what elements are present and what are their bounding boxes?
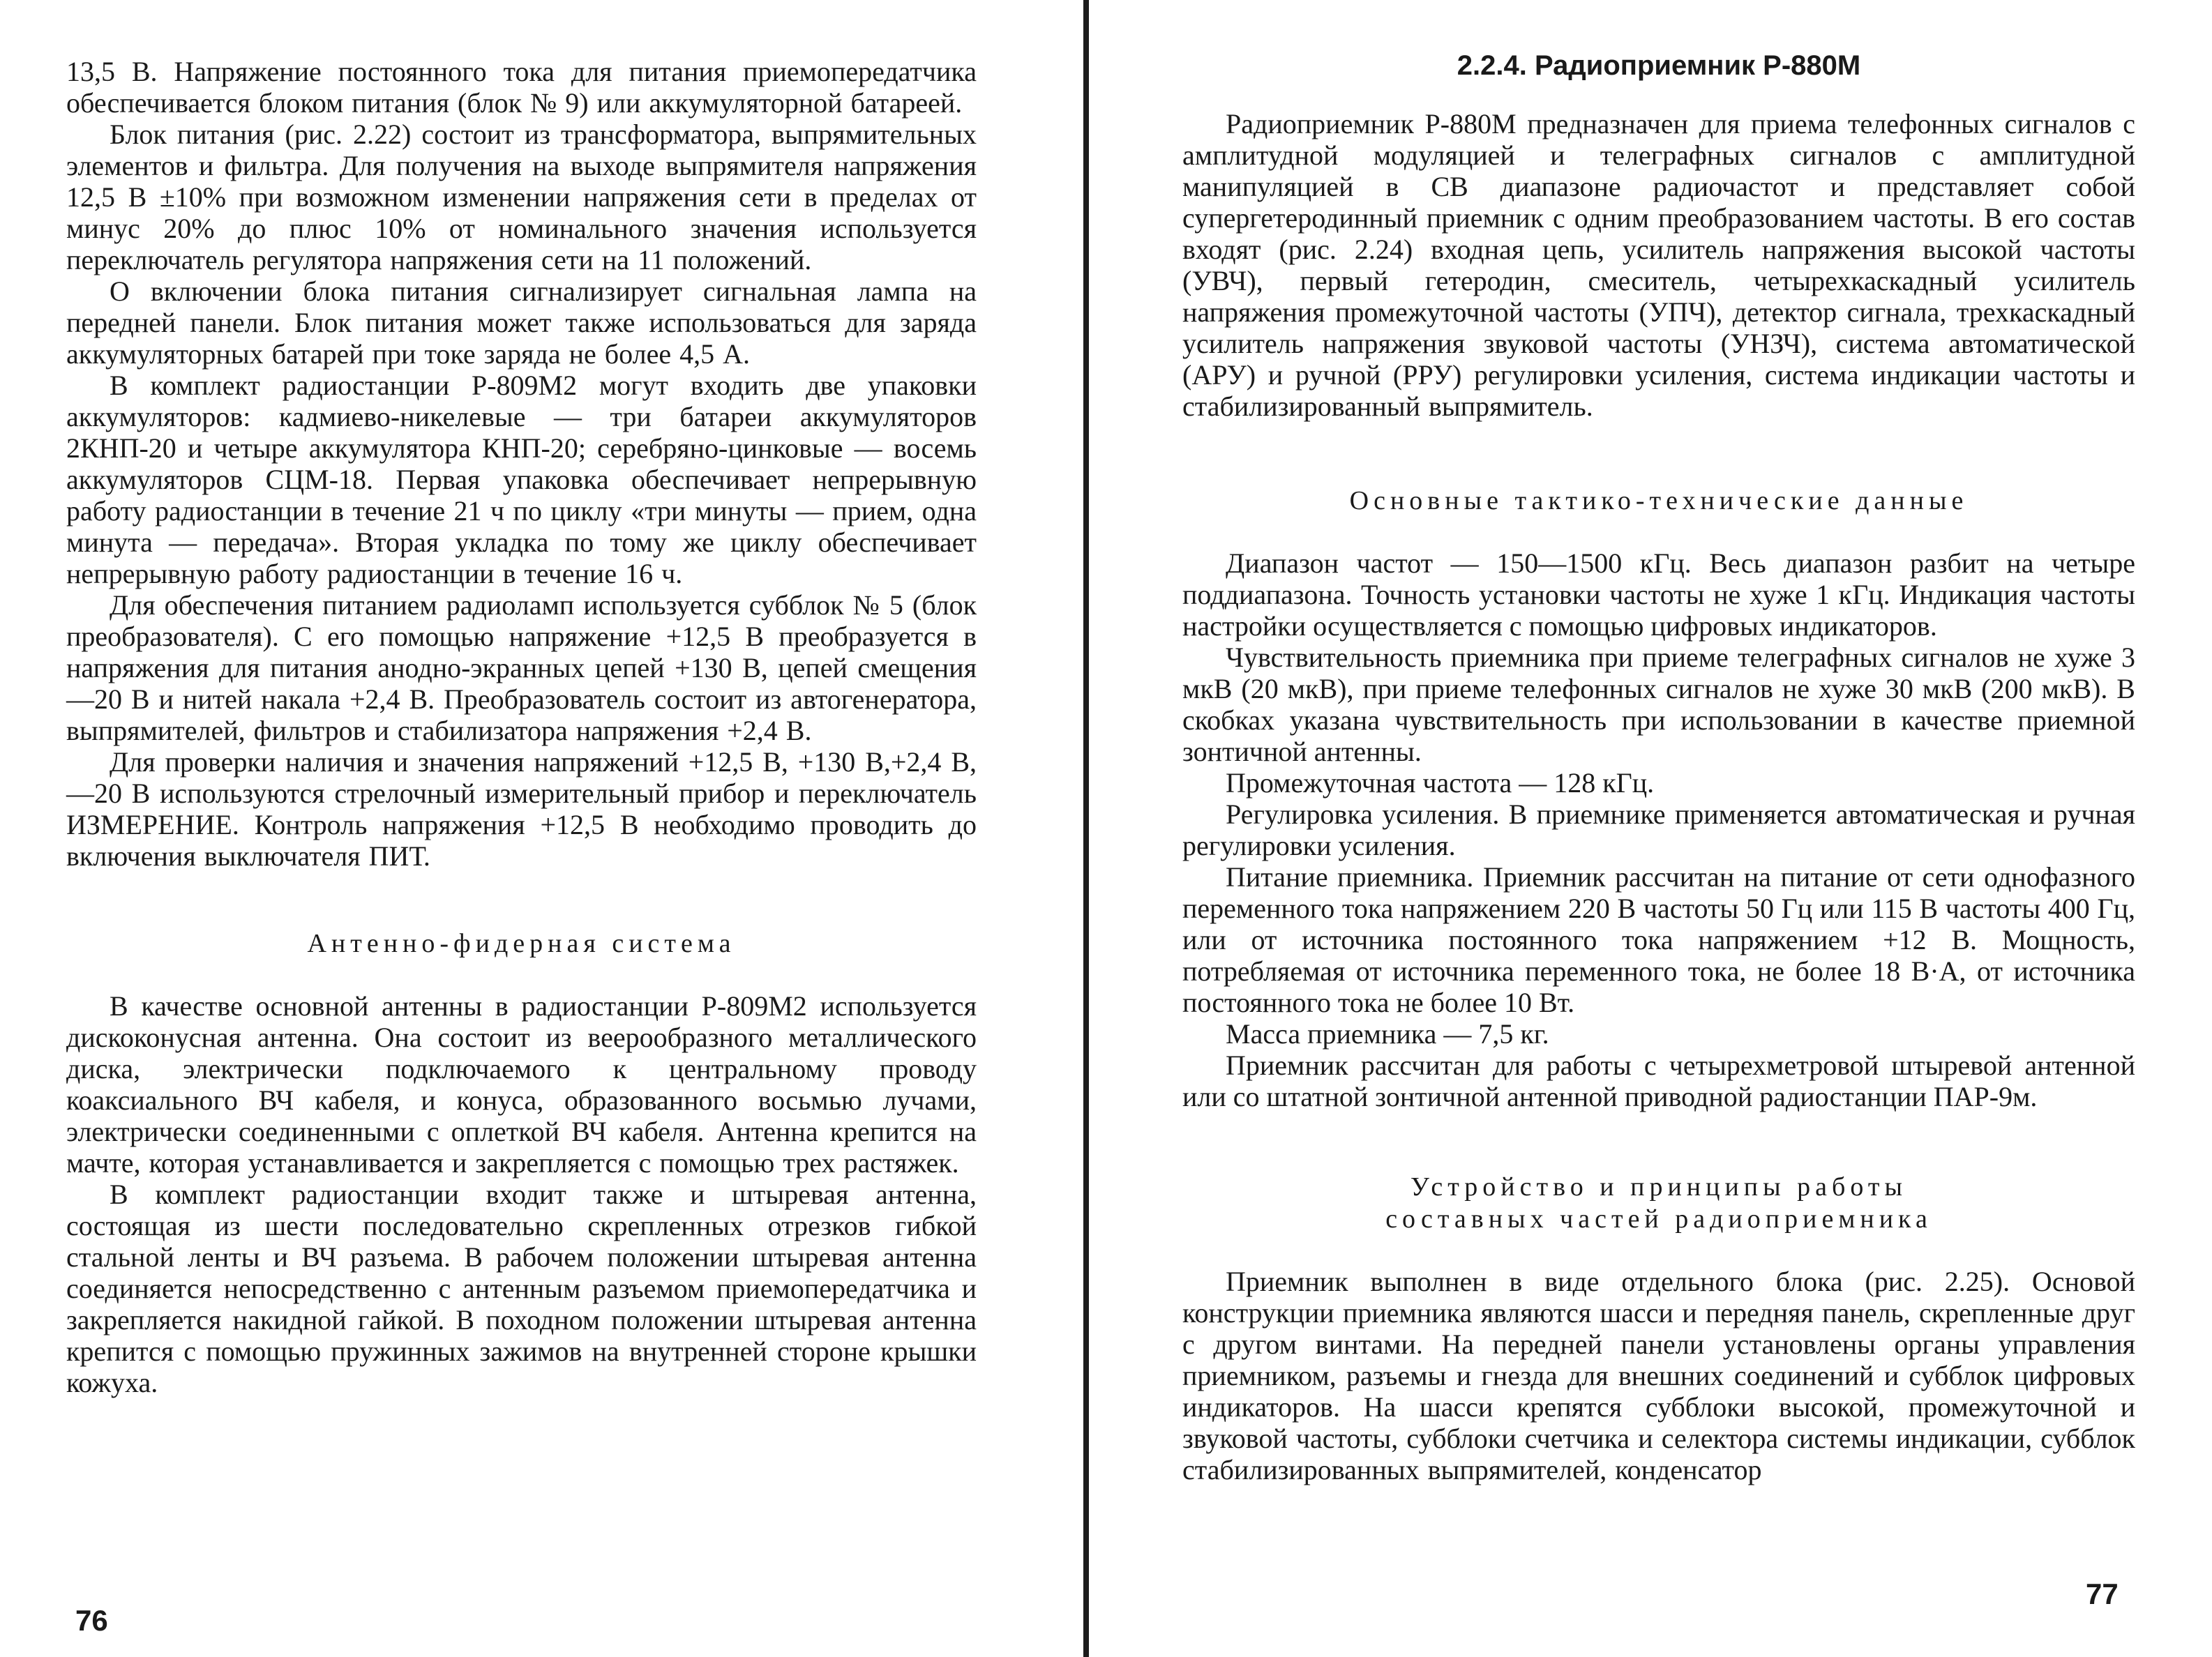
spec-gain-control: Регулировка усиления. В приемнике применяется автоматическая и ручная регулировки усиления. [1182,799,2135,861]
left-paragraph-2: Блок питания (рис. 2.22) состоит из трансформатора, выпрямительных элементов и фильтра. Для получения на выходе выпрямителя напряжения 12,5 В ±10% при возможном изменении напряжения сети в пределах от минус 20% до плюс 10% от номинального значения используется переключатель регулятора напряжения сети на 11 положений. [66,119,977,275]
section-title: 2.2.4. Радиоприемник Р-880М [1457,50,1861,81]
left-paragraph-1: 13,5 В. Напряжение постоянного тока для питания приемопередатчика обеспечивается блоком питания (блок № 9) или аккумуляторной батареей. [66,56,977,119]
spec-antenna: Приемник рассчитан для работы с четырехметровой штыревой антенной или со штатной зонтичной антенной приводной радиостанции ПАР-9м. [1182,1050,2135,1112]
device-paragraph: Приемник выполнен в виде отдельного блока (рис. 2.25). Основой конструкции приемника являются шасси и передняя панель, скрепленные друг с другом винтами. На передней панели установлены органы управления приемником, разъемы и гнезда для внешних соединений и субблок цифровых индикаторов. На шасси крепятся субблоки высокой, промежуточной и звуковой частоты, субблоки счетчика и селектора системы индикации, субблок стабилизированных выпрямителей, конденсатор [1182,1266,2135,1485]
spec-power-supply: Питание приемника. Приемник рассчитан на питание от сети однофазного переменного тока напряжением 220 В частоты 50 Гц или 115 В частоты 400 Гц, или от источника постоянного тока напряжением +12 В. Мощность, потребляемая от источника переменного тока, не более 18 В·А, от источника постоянного тока не более 10 Вт. [1182,861,2135,1018]
page-number-left: 76 [75,1604,108,1637]
device-heading [1182,1171,2135,1235]
spec-frequency-range: Диапазон частот — 150—1500 кГц. Весь диапазон разбит на четыре поддиапазона. Точность установки частоты не хуже 1 кГц. Индикация частоты настройки осуществляется с помощью цифровых индикаторов. [1182,547,2135,642]
book-spine [1083,0,1089,1657]
left-paragraph-8: В комплект радиостанции входит также и штыревая антенна, состоящая из шести последовательно скрепленных отрезков гибкой стальной ленты и ВЧ разъема. В рабочем положении штыревая антенна соединяется непосредственно с антенным разъемом приемопередатчика и закрепляется накидной гайкой. В походном положении штыревая антенна крепится с помощью пружинных зажимов на внутренней стороне крышки кожуха. [66,1179,977,1398]
right-page [1095,0,2212,1657]
spec-sensitivity: Чувствительность приемника при приеме телеграфных сигналов не хуже 3 мкВ (20 мкВ), при приеме телефонных сигналов не хуже 30 мкВ (200 мкВ). В скобках указана чувствительность при использовании в качестве приемной зонтичной антенны. [1182,642,2135,767]
specs-heading: Основные тактико-технические данные [1349,486,1969,515]
antenna-section-heading: Антенно-фидерная система [307,929,736,958]
device-heading-line-2: составных частей радиоприемника [1385,1204,1932,1234]
left-paragraph-5: Для обеспечения питанием радиоламп используется субблок № 5 (блок преобразователя). С его помощью напряжение +12,5 В преобразуется в напряжения для питания анодно-экранных цепей +130 В, цепей смещения —20 В и нитей накала +2,4 В. Преобразователь состоит из автогенератора, выпрямителей, фильтров и стабилизатора напряжения +2,4 В. [66,589,977,746]
left-paragraph-7: В качестве основной антенны в радиостанции Р-809М2 используется дискоконусная антенна. Она состоит из веерообразного металлического диска, электрически подключаемого к центральному проводу коаксиального ВЧ кабеля, и конуса, образованного восьмью лучами, электрически соединенными с оплеткой ВЧ кабеля. Антенна крепится на мачте, которая устанавливается и закрепляется с помощью трех растяжек. [66,990,977,1179]
left-page [0,0,1074,1657]
receiver-intro: Радиоприемник Р-880М предназначен для приема телефонных сигналов с амплитудной модуляцией и телеграфных сигналов с амплитудной манипуляцией в СВ диапазоне радиочастот и представляет собой супергетеродинный приемник с одним преобразованием частоты. В его состав входят (рис. 2.24) входная цепь, усилитель напряжения высокой частоты (УВЧ), первый гетеродин, смеситель, четырехкаскадный усилитель напряжения промежуточной частоты (УПЧ), детектор сигнала, трехкаскадный усилитель напряжения звуковой частоты (УНЗЧ), система автоматической (АРУ) и ручной (РРУ) регулировки усиления, система индикации частоты и стабилизированный выпрямитель. [1182,108,2135,422]
page-number-right: 77 [2086,1577,2119,1610]
device-heading-line-1: Устройство и принципы работы [1410,1172,1907,1202]
left-paragraph-3: О включении блока питания сигнализирует сигнальная лампа на передней панели. Блок питания может также использоваться для заряда аккумуляторных батарей при токе заряда не более 4,5 А. [66,275,977,370]
spec-mass: Масса приемника — 7,5 кг. [1226,1018,1549,1050]
left-paragraph-4: В комплект радиостанции Р-809М2 могут входить две упаковки аккумуляторов: кадмиево-никелевые — три батареи аккумуляторов 2КНП-20 и четыре аккумулятора КНП-20; серебряно-цинковые — восемь аккумуляторов СЦМ-18. Первая упаковка обеспечивает непрерывную работу радиостанции в течение 21 ч по циклу «три минуты — прием, одна минута — передача». Вторая укладка по тому же циклу обеспечивает непрерывную работу радиостанции в течение 16 ч. [66,370,977,589]
spec-intermediate-frequency: Промежуточная частота — 128 кГц. [1226,767,1655,799]
left-paragraph-6: Для проверки наличия и значения напряжений +12,5 В, +130 В,+2,4 В, —20 В используются стрелочный измерительный прибор и переключатель ИЗМЕРЕНИЕ. Контроль напряжения +12,5 В необходимо проводить до включения выключателя ПИТ. [66,746,977,872]
